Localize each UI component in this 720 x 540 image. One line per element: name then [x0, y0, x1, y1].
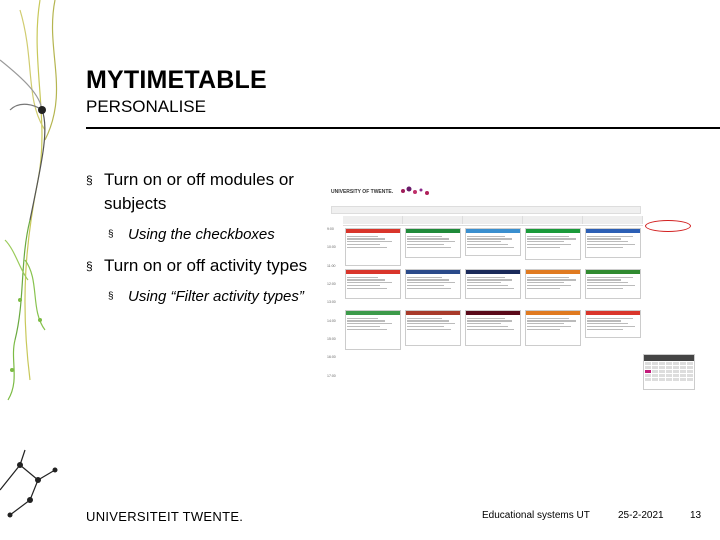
calendar-grid	[327, 225, 643, 390]
hour-label: 12:00	[327, 282, 336, 286]
sub-bullet-text: Using “Filter activity types”	[128, 288, 304, 305]
mini-calendar-day[interactable]	[645, 378, 651, 381]
mini-calendar-day[interactable]	[652, 378, 658, 381]
calendar-event[interactable]	[525, 228, 581, 260]
bullet-text: Turn on or off activity types	[104, 256, 308, 275]
hour-label: 13:00	[327, 300, 336, 305]
page-number: 13	[690, 510, 702, 521]
event-details	[346, 274, 400, 292]
bullet-marker-icon: §	[108, 229, 114, 240]
screenshot-logo: UNIVERSITY OF TWENTE.	[331, 189, 394, 195]
calendar-event[interactable]	[525, 310, 581, 346]
event-details	[586, 233, 640, 251]
bullet-marker-icon: §	[86, 173, 93, 187]
mini-calendar-day[interactable]	[666, 374, 672, 377]
timetable-screenshot	[325, 182, 697, 392]
mini-calendar-day[interactable]	[652, 374, 658, 377]
bullet-item	[86, 254, 316, 278]
hour-label: 11:00	[327, 263, 336, 268]
title-divider	[86, 127, 720, 129]
mini-calendar-day[interactable]	[659, 374, 665, 377]
mini-calendar-day[interactable]	[680, 378, 686, 381]
bullet-item	[86, 168, 316, 216]
calendar-event[interactable]	[465, 269, 521, 299]
event-details	[406, 274, 460, 292]
mini-calendar[interactable]	[643, 354, 695, 390]
calendar-event[interactable]	[405, 310, 461, 346]
mini-calendar-day[interactable]	[673, 370, 679, 373]
event-details	[526, 274, 580, 292]
mini-calendar-day[interactable]	[652, 370, 658, 373]
mini-calendar-day[interactable]	[652, 366, 658, 369]
mini-calendar-day[interactable]	[687, 370, 693, 373]
event-details	[466, 233, 520, 251]
calendar-event[interactable]	[585, 228, 641, 258]
decorative-plant-graphic	[0, 0, 90, 540]
bullet-marker-icon: §	[86, 259, 93, 273]
calendar-event[interactable]	[465, 228, 521, 256]
mini-calendar-day[interactable]	[666, 370, 672, 373]
filter-item[interactable]	[647, 238, 695, 246]
mini-calendar-day[interactable]	[687, 374, 693, 377]
calendar-event[interactable]	[465, 310, 521, 346]
calendar-event[interactable]	[525, 269, 581, 299]
hour-label: 15:00	[327, 337, 336, 341]
calendar-event[interactable]	[345, 228, 401, 266]
calendar-event[interactable]	[345, 310, 401, 350]
mini-calendar-day[interactable]	[645, 370, 651, 373]
calendar-toolbar[interactable]	[331, 206, 641, 214]
mini-calendar-day[interactable]	[673, 362, 679, 365]
weekday-col	[583, 216, 643, 224]
weekday-col	[343, 216, 403, 224]
sub-bullet-item	[86, 222, 316, 248]
event-details	[526, 233, 580, 251]
hour-label: 17:00	[327, 373, 336, 378]
bullet-list	[86, 168, 316, 316]
mini-calendar-day[interactable]	[680, 374, 686, 377]
mini-calendar-day[interactable]	[680, 366, 686, 369]
event-details	[586, 274, 640, 292]
mini-calendar-day[interactable]	[673, 378, 679, 381]
calendar-event[interactable]	[405, 228, 461, 258]
weekday-col	[463, 216, 523, 224]
bullet-text: Turn on or off modules or subjects	[104, 170, 294, 213]
calendar-event[interactable]	[405, 269, 461, 299]
event-details	[406, 233, 460, 251]
bullet-marker-icon: §	[108, 291, 114, 302]
mini-calendar-day[interactable]	[659, 362, 665, 365]
hour-label: 16:00	[327, 355, 336, 360]
footer-date: 25-2-2021	[618, 510, 664, 521]
mini-calendar-day[interactable]	[666, 362, 672, 365]
mini-calendar-day[interactable]	[645, 362, 651, 365]
footer-logo: UNIVERSITEIT TWENTE.	[86, 509, 244, 524]
slide-subtitle: PERSONALISE	[86, 97, 206, 116]
mini-calendar-day[interactable]	[659, 366, 665, 369]
weekday-header	[343, 216, 643, 224]
mini-calendar-day[interactable]	[687, 378, 693, 381]
filter-highlight-ring	[645, 220, 691, 232]
hour-label: 10:00	[327, 245, 336, 250]
mini-calendar-day[interactable]	[645, 374, 651, 377]
event-details	[586, 315, 640, 333]
mini-calendar-day[interactable]	[666, 378, 672, 381]
filter-sidebar[interactable]	[647, 206, 695, 266]
event-details	[466, 315, 520, 333]
event-details	[346, 233, 400, 251]
mini-calendar-day[interactable]	[673, 374, 679, 377]
mini-calendar-day[interactable]	[645, 366, 651, 369]
hour-label: 9:00	[327, 227, 334, 231]
mini-calendar-day[interactable]	[687, 366, 693, 369]
sub-bullet-text: Using the checkboxes	[128, 226, 275, 243]
mini-calendar-day[interactable]	[673, 366, 679, 369]
weekday-col	[403, 216, 463, 224]
footer-course: Educational systems UT	[482, 510, 590, 521]
mini-calendar-day[interactable]	[687, 362, 693, 365]
mini-calendar-day[interactable]	[659, 378, 665, 381]
mini-calendar-days[interactable]	[644, 361, 694, 382]
mini-calendar-day[interactable]	[652, 362, 658, 365]
calendar-event[interactable]	[345, 269, 401, 299]
filter-item[interactable]	[647, 246, 695, 254]
weekday-col	[523, 216, 583, 224]
slide-title: MYTIMETABLE	[86, 66, 267, 94]
mini-calendar-day[interactable]	[680, 370, 686, 373]
filter-item[interactable]	[647, 206, 695, 214]
event-details	[406, 315, 460, 333]
mini-calendar-day[interactable]	[666, 366, 672, 369]
calendar-event[interactable]	[585, 310, 641, 338]
calendar-event[interactable]	[585, 269, 641, 299]
mini-calendar-day[interactable]	[659, 370, 665, 373]
screenshot-header	[325, 182, 697, 204]
logo-dots-icon	[393, 184, 443, 198]
event-details	[346, 315, 400, 333]
event-details	[466, 274, 520, 292]
sub-bullet-item	[86, 284, 316, 310]
event-details	[526, 315, 580, 333]
hour-label: 14:00	[327, 318, 336, 323]
mini-calendar-day[interactable]	[680, 362, 686, 365]
